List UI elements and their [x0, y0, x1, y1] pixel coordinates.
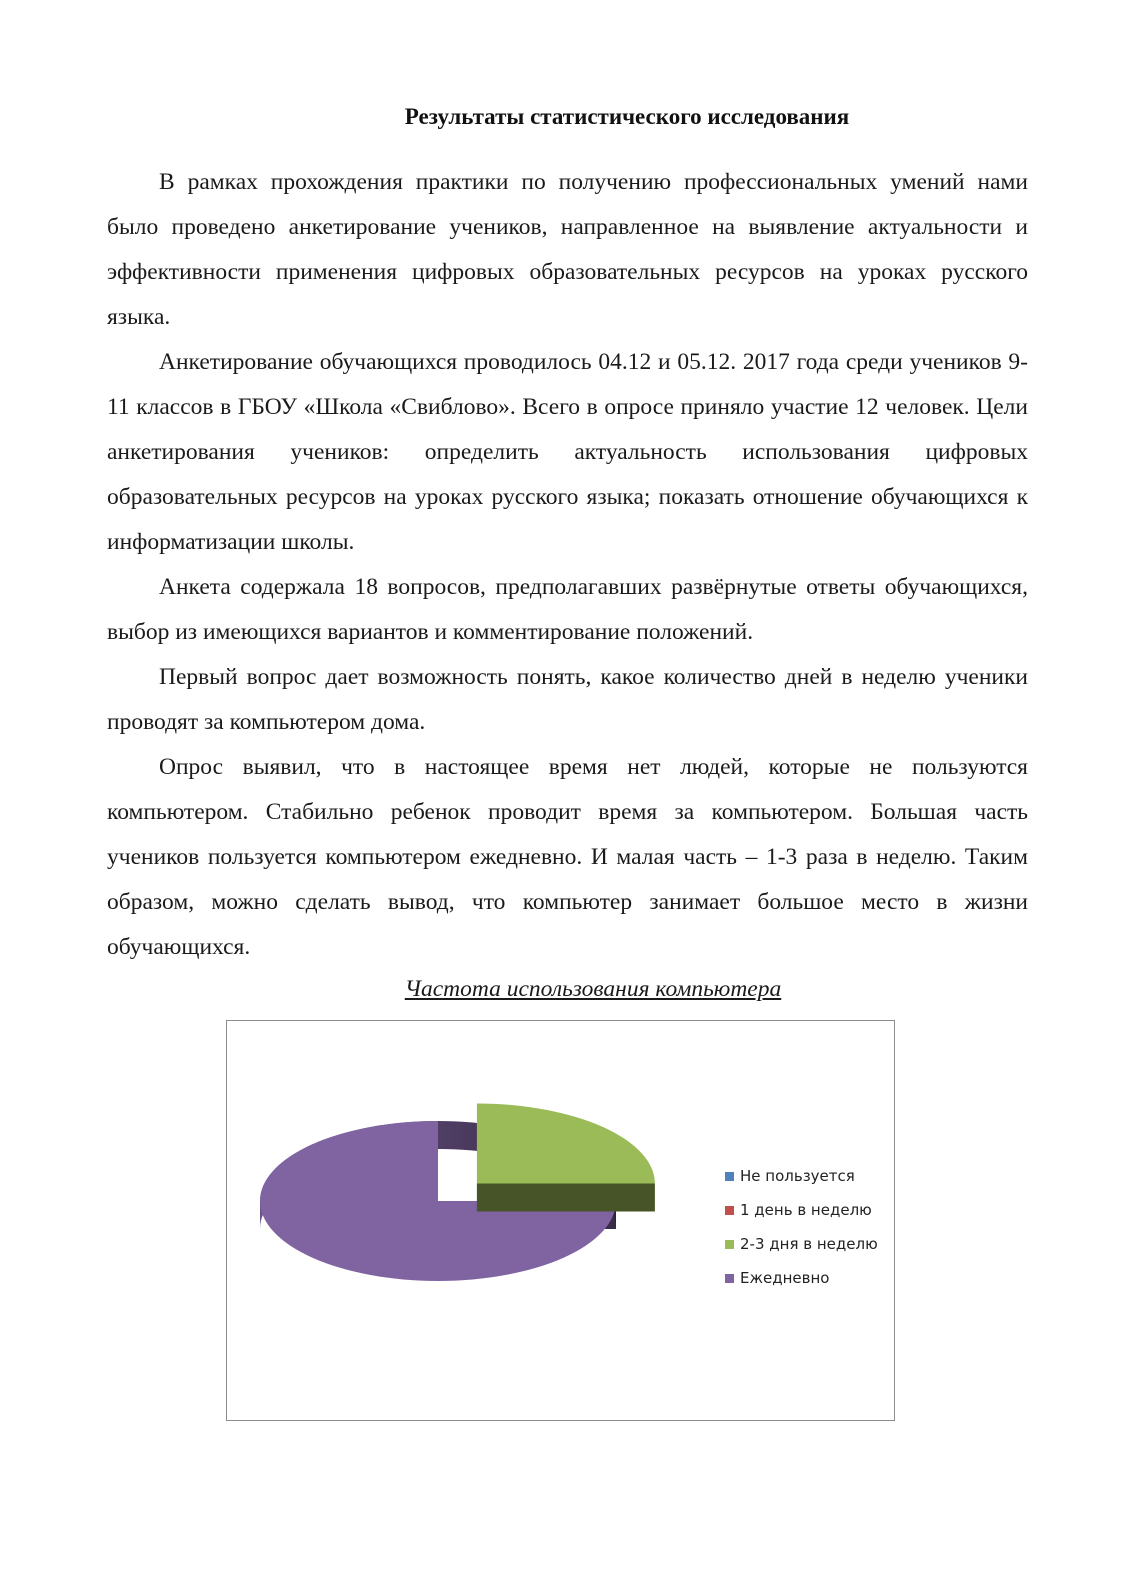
paragraph-4: Первый вопрос дает возможность понять, какое количество дней в неделю ученики проводят за компьютером дома. — [107, 664, 1028, 735]
legend-item-2 — [725, 1193, 878, 1227]
paragraph-2: Анкетирование обучающихся проводилось 04.12 и 05.12. 2017 года среди учеников 9-11 классов в ГБОУ «Школа «Свиблово». Всего в опросе приняло участие 12 человек. Цели анкетирования учеников: определить актуальность использования цифровых образовательных ресурсов на уроках русского языка; показать отношение обучающихся к информатизации школы. — [107, 349, 1028, 555]
page-title: Результаты статистического исследования — [404, 104, 850, 129]
legend-swatch-3 — [725, 1240, 734, 1249]
legend-label-2: 1 день в неделю — [740, 1201, 872, 1219]
chart-frame — [226, 1020, 895, 1421]
body-text — [107, 160, 1028, 970]
legend-item-3 — [725, 1227, 878, 1261]
chart-caption: Частота использования компьютера — [404, 976, 782, 1002]
paragraph-3: Анкета содержала 18 вопросов, предполагавших развёрнутые ответы обучающихся, выбор из имеющихся вариантов и комментирование положений. — [107, 574, 1028, 645]
legend-swatch-2 — [725, 1206, 734, 1215]
legend-label-3: 2-3 дня в неделю — [740, 1235, 878, 1253]
legend-label-4: Ежедневно — [740, 1269, 830, 1287]
chart-legend — [725, 1159, 878, 1295]
legend-item-1 — [725, 1159, 878, 1193]
pie-slice-3-top — [477, 1103, 655, 1183]
legend-swatch-1 — [725, 1172, 734, 1181]
paragraph-5: Опрос выявил, что в настоящее время нет людей, которые не пользуются компьютером. Стабильно ребенок проводит время за компьютером. Большая часть учеников пользуется компьютером ежедневно. И малая часть – 1-3 раза в неделю. Таким образом, можно сделать вывод, что компьютер занимает большое место в жизни обучающихся. — [107, 754, 1028, 960]
pie-slice-3-wall-2 — [477, 1183, 655, 1211]
paragraph-1: В рамках прохождения практики по получению профессиональных умений нами было проведено анкетирование учеников, направленное на выявление актуальности и эффективности применения цифровых образовательных ресурсов на уроках русского языка. — [107, 169, 1028, 330]
legend-label-1: Не пользуется — [740, 1167, 855, 1185]
legend-swatch-4 — [725, 1274, 734, 1283]
legend-item-4 — [725, 1261, 878, 1295]
